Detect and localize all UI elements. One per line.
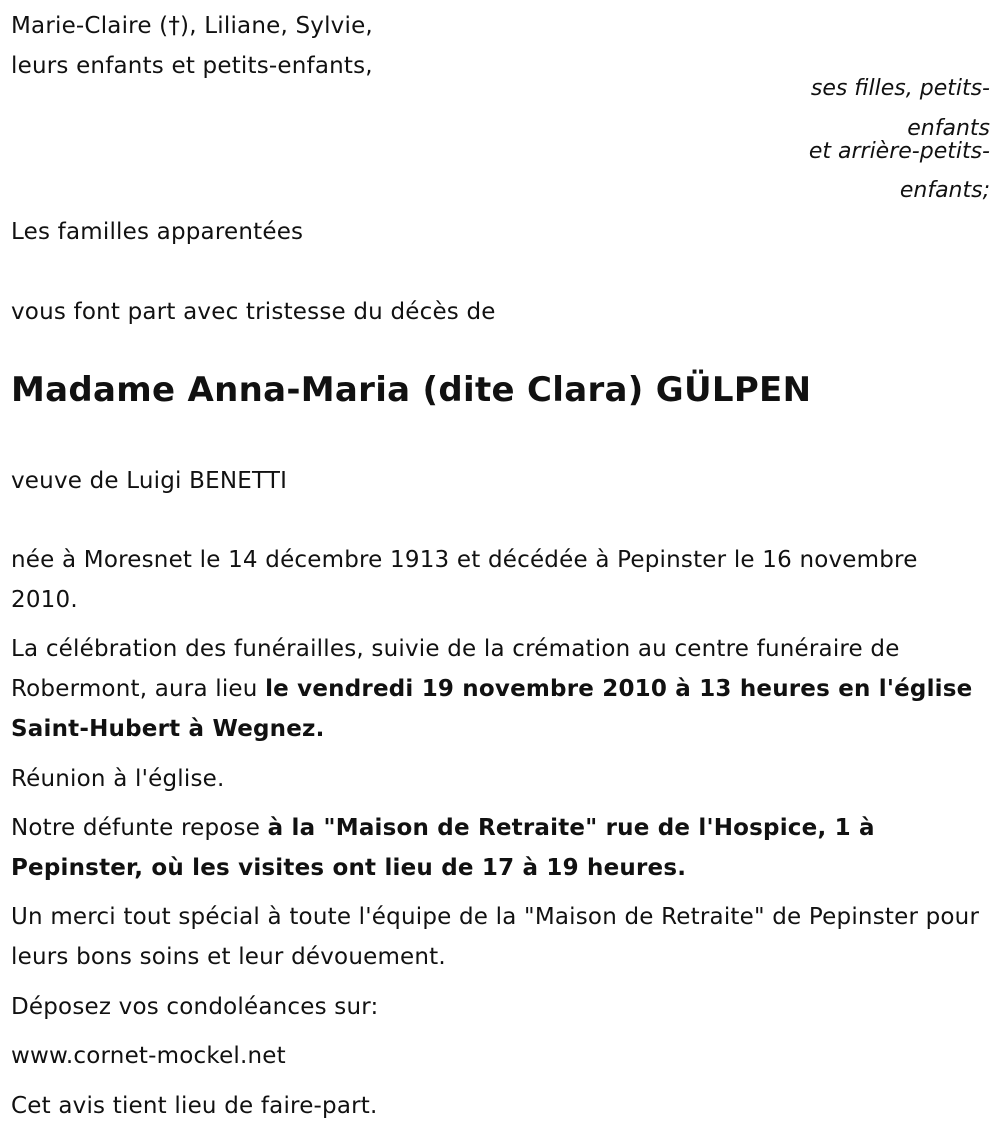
condolences-line: Déposez vos condoléances sur: <box>11 994 379 1020</box>
repose-text: Notre défunte repose <box>11 815 268 841</box>
thanks-paragraph: Un merci tout spécial à toute l'équipe de la "Maison de Retraite" de Pepinster pour leurs bons soins et leur dévouement. <box>11 904 980 970</box>
intro-line-2: leurs enfants et petits-enfants, <box>11 53 373 79</box>
repose-paragraph <box>11 808 986 888</box>
birth-death-paragraph: née à Moresnet le 14 décembre 1913 et décédée à Pepinster le 16 novembre 2010. <box>11 547 918 613</box>
right-note-line-2: enfants <box>907 116 990 141</box>
announcement-line: vous font part avec tristesse du décès de <box>11 299 496 325</box>
families-line: Les familles apparentées <box>11 219 304 245</box>
deceased-name: Madame Anna-Maria (dite Clara) GÜLPEN <box>11 370 812 410</box>
right-note-line-1: ses filles, petits- <box>810 76 990 101</box>
right-note-line-3: et arrière-petits- <box>808 139 990 164</box>
funeral-details: le vendredi 19 novembre 2010 à 13 heures en l'église Saint-Hubert à Wegnez. <box>11 676 973 742</box>
closing-line: Cet avis tient lieu de faire-part. <box>11 1093 378 1119</box>
repose-details: à la "Maison de Retraite" rue de l'Hospice, 1 à Pepinster, où les visites ont lieu de 17 à 19 heures. <box>11 815 875 881</box>
right-note-line-4: enfants; <box>899 178 990 203</box>
reunion-line: Réunion à l'église. <box>11 766 225 792</box>
website-link[interactable]: www.cornet-mockel.net <box>11 1043 286 1069</box>
funeral-paragraph <box>11 629 986 749</box>
widow-of-line: veuve de Luigi BENETTI <box>11 468 288 494</box>
intro-line-1: Marie-Claire (†), Liliane, Sylvie, <box>11 13 373 39</box>
funeral-text: La célébration des funérailles, suivie de la crémation au centre funéraire de Robermont, aura lieu <box>11 636 900 702</box>
